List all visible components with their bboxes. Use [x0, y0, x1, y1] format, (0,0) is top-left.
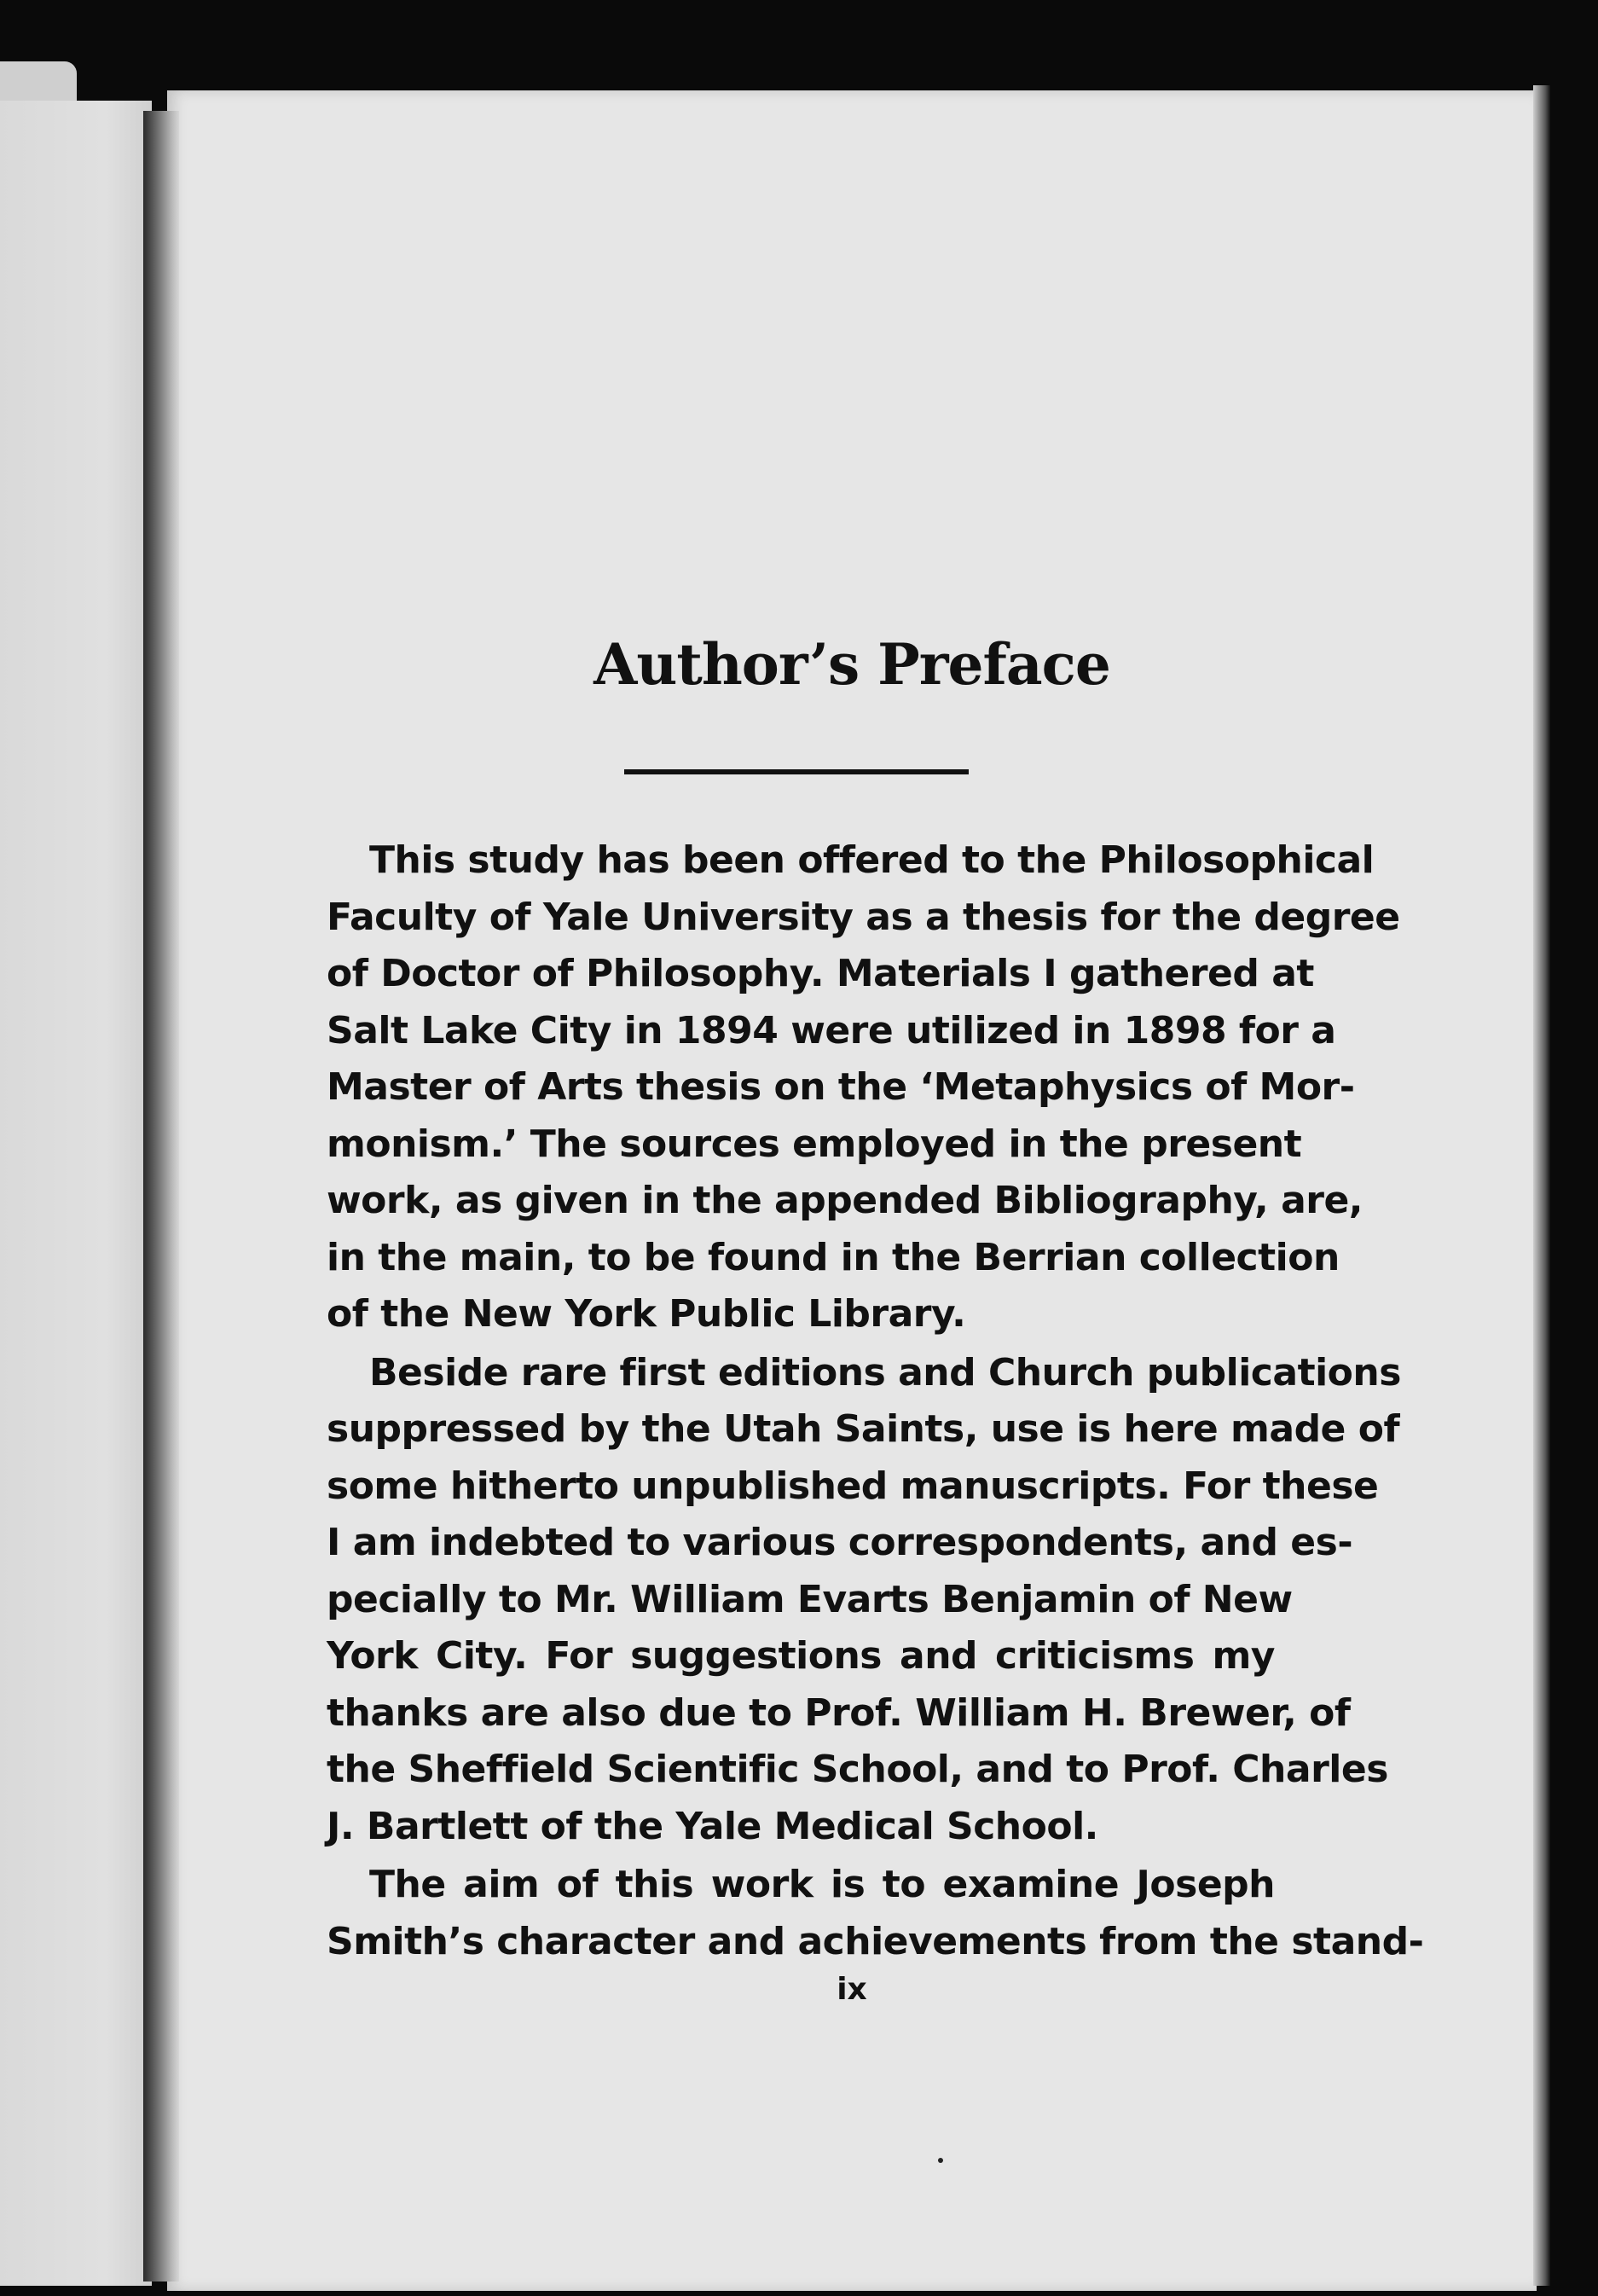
text-line: pecially to Mr. William Evarts Benjamin of New [327, 1577, 1293, 1621]
text-line: York City. For suggestions and criticisms my [327, 1634, 1275, 1678]
left-page-tab [0, 61, 77, 101]
text-line: Beside rare first editions and Church publications [369, 1350, 1401, 1394]
left-page-edge [0, 101, 152, 2286]
ink-speck [938, 2158, 943, 2163]
text-line: monism.’ The sources employed in the present [327, 1122, 1302, 1166]
paragraph-1 [327, 832, 1400, 1343]
text-line: in the main, to be found in the Berrian collection [327, 1235, 1340, 1279]
text-line: the Sheffield Scientific School, and to Prof. Charles [327, 1748, 1388, 1791]
text-line: This study has been offered to the Philosophical [369, 838, 1375, 882]
page-number: ix [837, 1972, 867, 2007]
text-line: J. Bartlett of the Yale Medical School. [327, 1804, 1098, 1848]
text-line: thanks are also due to Prof. William H. Brewer, of [327, 1690, 1351, 1735]
text-line: Smith’s character and achievements from the stand- [327, 1919, 1424, 1963]
page-title: Author’s Preface [593, 631, 1110, 698]
text-line: work, as given in the appended Bibliography, are, [327, 1179, 1364, 1222]
page-right-edge [1533, 85, 1550, 2286]
text-line: of Doctor of Philosophy. Materials I gathered at [327, 952, 1314, 995]
book-gutter [143, 111, 179, 2282]
text-line: of the New York Public Library. [327, 1292, 966, 1336]
text-line: Faculty of Yale University as a thesis for the degree [327, 895, 1400, 939]
text-line: Salt Lake City in 1894 were utilized in 1898 for a [327, 1008, 1336, 1052]
title-rule-divider [624, 769, 969, 774]
text-line: I am indebted to various correspondents, and es- [327, 1521, 1353, 1564]
preface-body [327, 832, 1424, 1972]
paragraph-3 [327, 1857, 1424, 1970]
text-line: Master of Arts thesis on the ‘Metaphysics of Mor- [327, 1065, 1355, 1109]
text-line: some hitherto unpublished manuscripts. For these [327, 1464, 1379, 1508]
paragraph-2 [327, 1345, 1401, 1856]
text-line: The aim of this work is to examine Joseph [369, 1863, 1275, 1906]
text-line: suppressed by the Utah Saints, use is here made of [327, 1407, 1400, 1451]
